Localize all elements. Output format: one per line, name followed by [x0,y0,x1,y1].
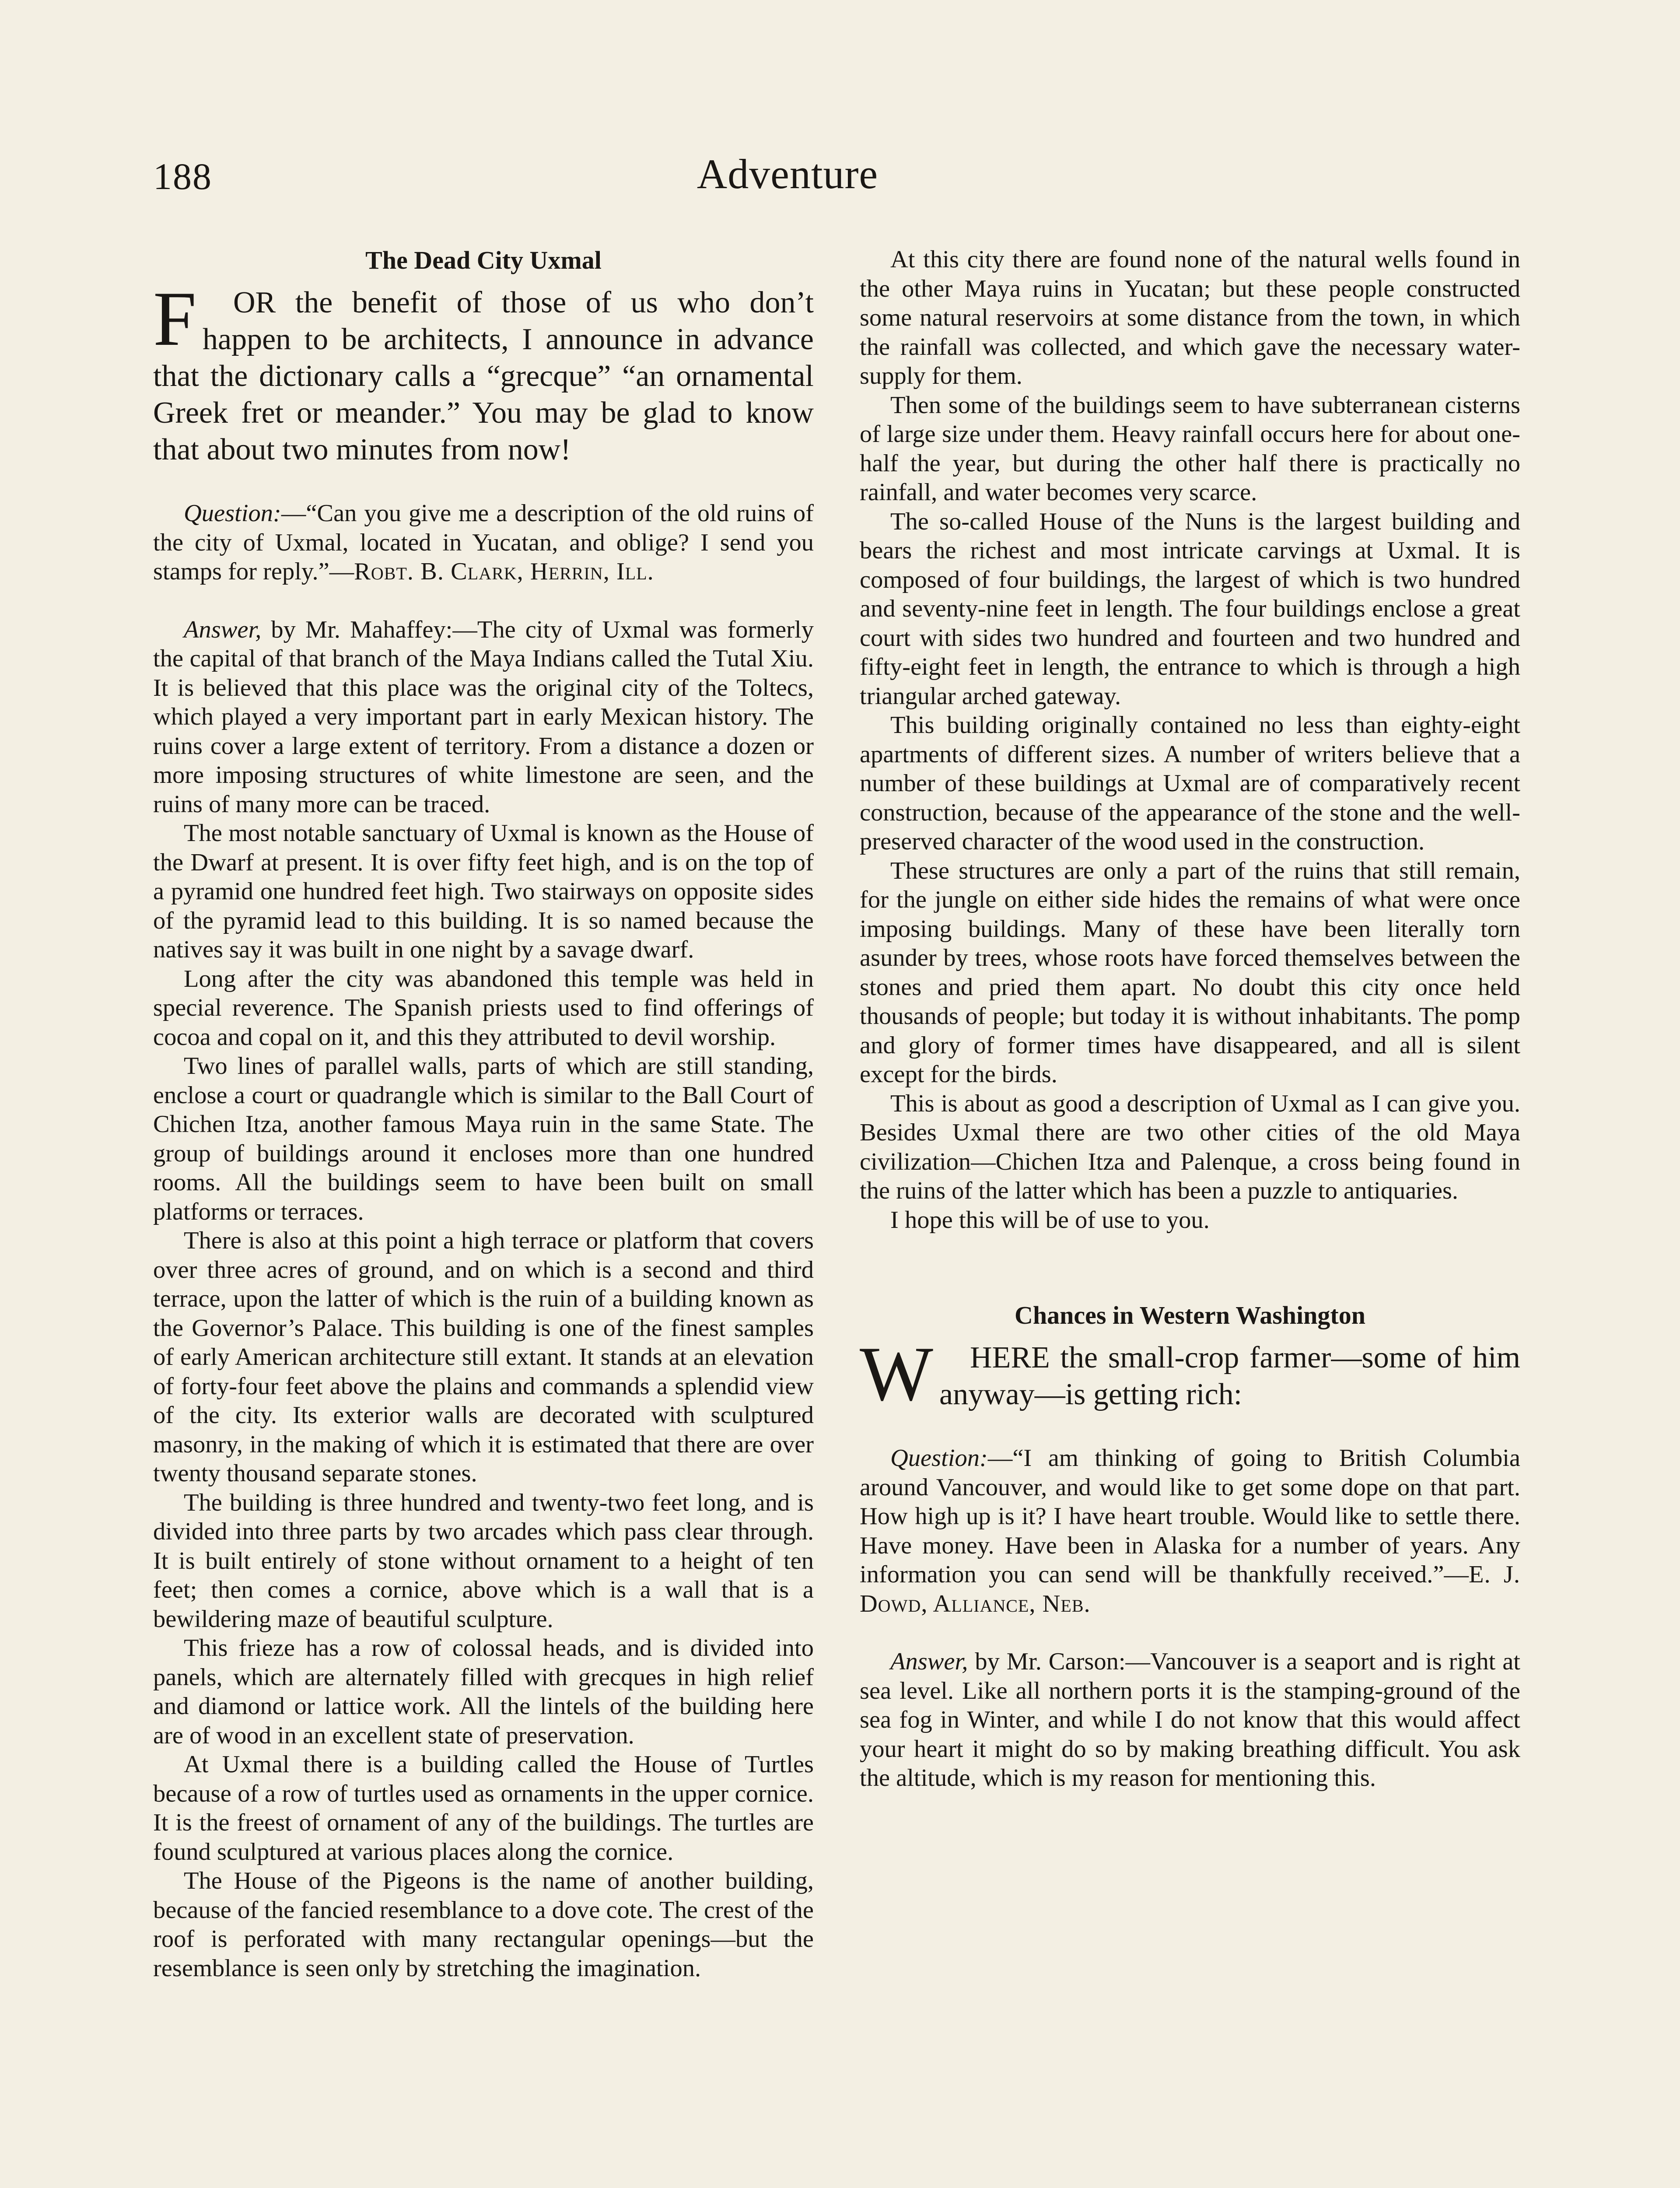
body-paragraph: Then some of the buildings seem to have subterranean cisterns of large size under them. Heavy rainfall occurs here for about one-half the year, but during the other half there is practically no rainfall, and water becomes very scarce. [860,391,1520,506]
body-paragraph: This frieze has a row of colossal heads, and is divided into panels, which are alternately filled with grecques in high relief and diamond or lattice work. All the lintels of the building here are of wood in an excellent state of preservation. [153,1634,814,1749]
body-paragraph: At this city there are found none of the natural wells found in the other Maya ruins in Yucatan; but these people constructed some natural reservoirs at some distance from the town, in which the rainfall was collected, and which gave the necessary water-supply for them. [860,246,1520,389]
drop-cap: F [153,284,196,362]
article-title: Chances in Western Washington [1015,1301,1365,1329]
body-paragraph: There is also at this point a high terrace or platform that covers over three acres of ground, and on which is a second and third terrace, upon the latter of which is the ruin of a building known as the Governor’s Palace. This building is one of the finest samples of early American architecture still extant. It stands at an elevation of forty-four feet above the plains and commands a splendid view of the city. Its exterior walls are decorated with sculptured masonry, in the making of which it is estimated that there are over twenty thousand separate stones. [153,1227,814,1487]
article-intro [153,284,814,468]
page-number: 188 [153,155,212,197]
body-paragraph: This building originally contained no less than eighty-eight apartments of different sizes. A number of writers believe that a number of these buildings at Uxmal are of comparatively recent construction, because of the appearance of the stone and the well-preserved character of the wood used in the construction. [860,712,1520,855]
body-paragraph: The so-called House of the Nuns is the largest building and bears the richest and most intricate carvings at Uxmal. It is composed of four buildings, the largest of which is two hundred and seventy-nine feet in length. The four buildings enclose a great court with sides two hundred and fourteen and two hundred and fifty-eight feet in length, the entrance to which is through a high triangular arched gateway. [860,508,1520,710]
question-label: Question: [890,1445,988,1472]
body-paragraph: Long after the city was abandoned this temple was held in special reverence. The Spanish priests used to find offerings of cocoa and copal on it, and this they attributed to devil worship. [153,965,814,1051]
question-paragraph [860,1444,1520,1618]
running-title: Adventure [696,151,878,197]
article-intro [860,1339,1520,1413]
question-text: —“Can you give me a description of the old ruins of the city of Uxmal, located in Yucatan, and oblige? I send you stamps for reply.”— [153,500,814,585]
body-paragraph: At Uxmal there is a building called the House of Turtles because of a row of turtles used as ornaments in the upper cornice. It is the freest of ornament of any of the buildings. The turtles are found sculptured at various places along the cornice. [153,1751,814,1865]
intro-text: HERE the small-crop farmer—some of him anyway—is getting rich: [939,1341,1520,1411]
intro-text: OR the benefit of those of us who don’t happen to be architects, I announce in advance that the dictionary calls a “grecque” “an ornamental Greek fret or meander.” You may be glad to know that about two minutes from now! [153,286,814,466]
question-label: Question: [184,500,281,527]
body-paragraph: These structures are only a part of the ruins that still remain, for the jungle on either side hides the remains of what were once imposing buildings. Many of these have been literally torn asunder by trees, whose roots have forced themselves between the stones and pried them apart. No doubt this city once held thousands of people; but today it is without inhabitants. The pomp and glory of former times have disappeared, and all is silent except for the birds. [860,857,1520,1088]
question-text: —“I am thinking of going to British Columbia around Vancouver, and would like to get some dope on that part. How high up is it? I have heart trouble. Would like to settle there. Have money. Have been in Alaska for a number of years. Any information you can send will be thankfully received.”— [860,1445,1520,1588]
answer-label: Answer, [184,616,262,643]
body-paragraph: This is about as good a description of Uxmal as I can give you. Besides Uxmal there are two other cities of the old Maya civilization—Chichen Itza and Palenque, a cross being found in the ruins of the latter which has been a puzzle to antiquaries. [860,1090,1520,1204]
question-signature: Robt. B. Clark, Herrin, Ill. [354,558,654,585]
answer-text: by Mr. Mahaffey:—The city of Uxmal was formerly the capital of that branch of the Maya Indians called the Tutal Xiu. It is believed that this place was the original city of the Toltecs, which played a very important part in early Mexican history. The ruins cover a large extent of territory. From a distance a dozen or more imposing structures of white limestone are seen, and the ruins of many more can be traced. [153,616,814,818]
question-paragraph [153,499,814,586]
answer-paragraph [153,615,814,819]
article-title: The Dead City Uxmal [365,246,602,274]
body-paragraph [153,1866,814,1983]
drop-cap: W [860,1339,934,1413]
split-paragraph-text: The House of the Pigeons is the name of another building, because of the fancied resemblance to a dove cote. The crest of the roof is perforated with many rectangular openings—but the resemblance is seen only by stretching the imagination. [153,1867,814,1982]
body-paragraph: Two lines of parallel walls, parts of which are still standing, enclose a court or quadrangle which is similar to the Ball Court of Chichen Itza, another famous Maya ruin in the same State. The group of buildings around it encloses more than one hundred rooms. All the buildings seem to have been built on small platforms or terraces. [153,1052,814,1225]
question-signature: E. J. Dowd, Alliance, Neb. [860,1561,1521,1617]
answer-label: Answer, [890,1648,968,1675]
left-column [153,245,814,1983]
body-paragraph: I hope this will be of use to you. [890,1206,1210,1234]
answer-text: by Mr. Carson:—Vancouver is a seaport and is right at sea level. Like all northern ports it is the stamping-ground of the sea fog in Winter, and while I do not know that this would affect your heart it might do so by making breathing difficult. You ask the altitude, which is my reason for mentioning this. [860,1648,1520,1792]
right-column [860,245,1520,1793]
answer-paragraph [860,1647,1520,1793]
body-paragraph: The most notable sanctuary of Uxmal is known as the House of the Dwarf at present. It is over fifty feet high, and is on the top of a pyramid one hundred feet high. Two stairways on opposite sides of the pyramid lead to this building. It is so named because the natives say it was built in one night by a savage dwarf. [153,820,814,963]
body-paragraph: The building is three hundred and twenty-two feet long, and is divided into three parts by two arcades which pass clear through. It is built entirely of stone without ornament to a height of ten feet; then comes a cornice, above which is a wall that is a bewildering maze of beautiful sculpture. [153,1489,814,1633]
